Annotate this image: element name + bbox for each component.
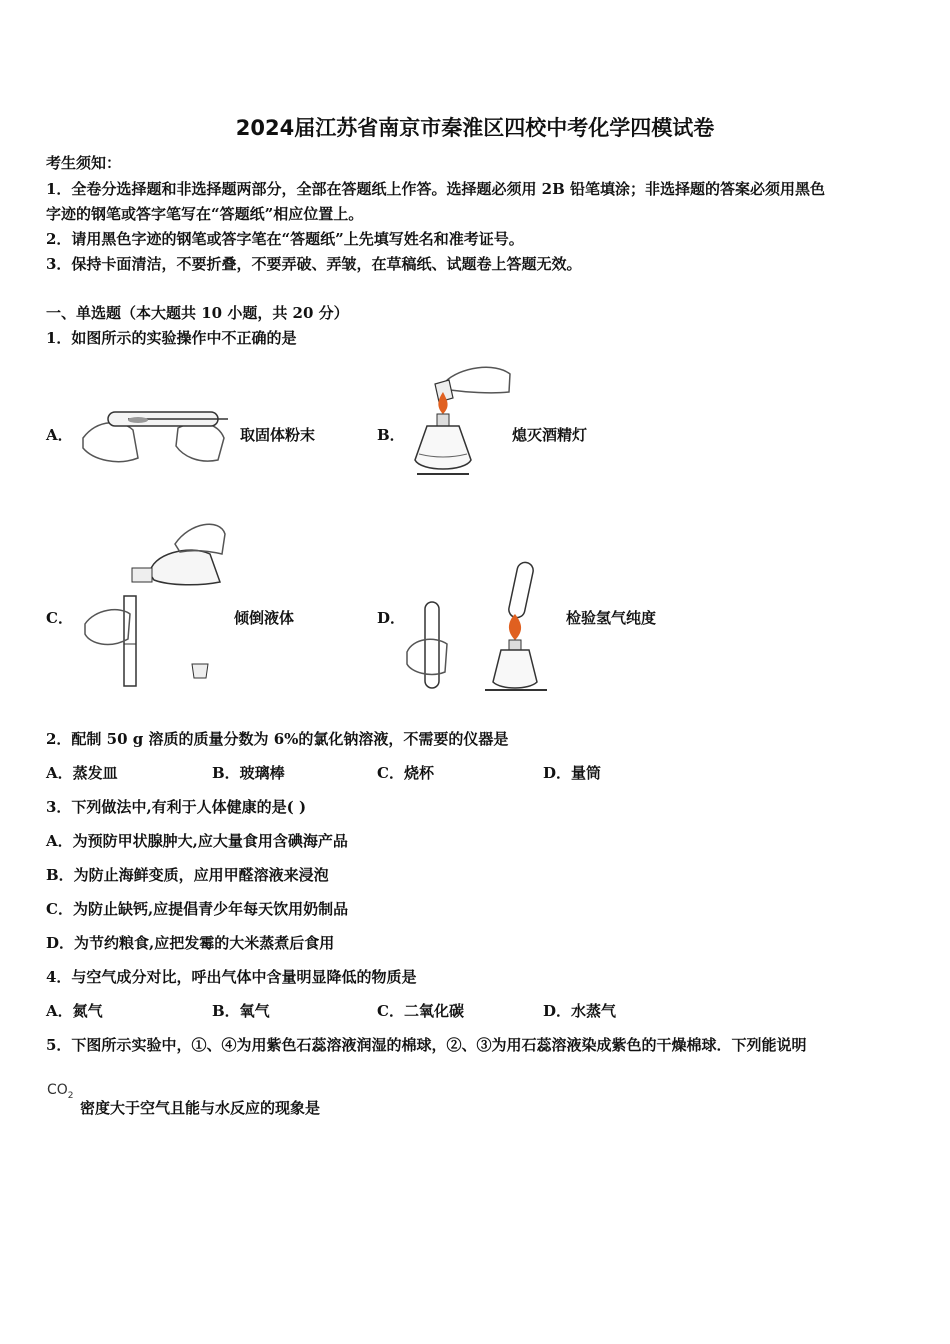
test-tube-powder-illustration [78, 398, 228, 470]
q2-option-c: C．烧杯 [377, 764, 434, 782]
page-title: 2024届江苏省南京市秦淮区四校中考化学四模试卷 [235, 116, 715, 140]
notice-line-3: 3．保持卡面清洁，不要折叠，不要弄破、弄皱，在草稿纸、试题卷上答题无效。 [46, 255, 582, 273]
q3-option-d: D．为节约粮食,应把发霉的大米蒸煮后食用 [46, 934, 335, 952]
notice-heading: 考生须知： [46, 154, 122, 172]
q4-option-c: C．二氧化碳 [377, 1002, 464, 1020]
q1-option-a-caption: 取固体粉末 [240, 426, 316, 444]
q1-option-a-label: A． [46, 426, 73, 444]
section-heading: 一、单选题（本大题共 10 小题，共 20 分） [46, 304, 349, 322]
q1-option-c-label: C． [46, 609, 73, 627]
q4-option-b: B．氧气 [212, 1002, 270, 1020]
co2-subscript: 2 [67, 1090, 74, 1101]
q3-option-c: C．为防止缺钙,应提倡青少年每天饮用奶制品 [46, 900, 349, 918]
q2-option-a: A．蒸发皿 [46, 764, 118, 782]
question-5-tail: 密度大于空气且能与水反应的现象是 [80, 1099, 321, 1117]
q4-option-a: A．氮气 [46, 1002, 103, 1020]
question-1-stem: 1．如图所示的实验操作中不正确的是 [46, 329, 297, 347]
q2-option-b: B．玻璃棒 [212, 764, 285, 782]
notice-line-1a: 1．全卷分选择题和非选择题两部分，全部在答题纸上作答。选择题必须用 2B 铅笔填涂；非选择题的答案必须用黑色 [46, 180, 826, 198]
q1-option-c-caption: 倾倒液体 [234, 609, 295, 627]
notice-line-2: 2．请用黑色字迹的钢笔或答字笔在“答题纸”上先填写姓名和准考证号。 [46, 230, 524, 248]
question-5-stem: 5．下图所示实验中，①、④为用紫色石蕊溶液润湿的棉球，②、③为用石蕊溶液染成紫色的干燥棉球．下列能说明 [46, 1036, 807, 1054]
hydrogen-purity-test-illustration [405, 560, 555, 696]
notice-line-1b: 字迹的钢笔或答字笔写在“答题纸”相应位置上。 [46, 205, 364, 223]
q1-option-b-caption: 熄灭酒精灯 [512, 426, 588, 444]
q1-option-d-caption: 检验氢气纯度 [566, 609, 657, 627]
question-4-stem: 4．与空气成分对比，呼出气体中含量明显降低的物质是 [46, 968, 417, 986]
q1-option-d-label: D． [377, 609, 406, 627]
question-3-stem: 3．下列做法中,有利于人体健康的是( ) [46, 798, 307, 816]
q1-option-b-label: B． [377, 426, 405, 444]
co2-main: CO [47, 1082, 68, 1098]
question-2-stem: 2．配制 50 g 溶质的质量分数为 6%的氯化钠溶液，不需要的仪器是 [46, 730, 509, 748]
q2-option-d: D．量筒 [543, 764, 602, 782]
pour-liquid-illustration [80, 514, 230, 694]
q4-option-d: D．水蒸气 [543, 1002, 617, 1020]
alcohol-lamp-extinguish-illustration [405, 362, 515, 482]
co2-formula [47, 1082, 74, 1101]
q3-option-b: B．为防止海鲜变质，应用甲醛溶液来浸泡 [46, 866, 329, 884]
q3-option-a: A．为预防甲状腺肿大,应大量食用含碘海产品 [46, 832, 348, 850]
